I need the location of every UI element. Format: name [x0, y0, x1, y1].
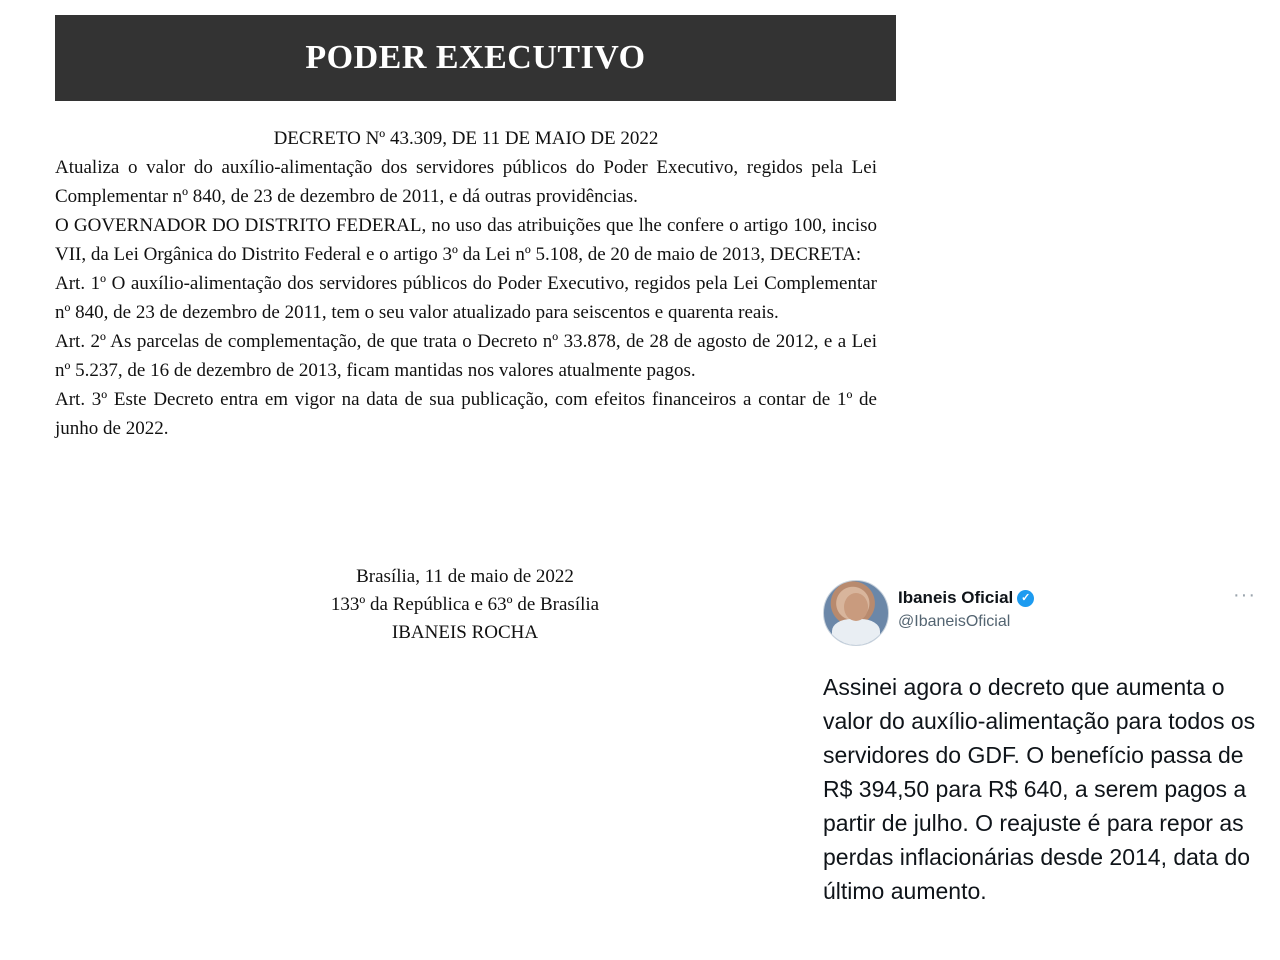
- decree-article-2: Art. 2º As parcelas de complementação, de que trata o Decreto nº 33.878, de 28 de agosto de 2012, e a Lei nº 5.237, de 16 de dezembro de 2013, ficam mantidas nos valores atualmente pagos.: [55, 331, 877, 381]
- tweet-author-name-label: Ibaneis Oficial: [898, 588, 1014, 607]
- more-options-icon[interactable]: ···: [1233, 584, 1256, 606]
- tweet-author-name[interactable]: [898, 588, 1034, 608]
- tweet-author-handle[interactable]: @IbaneisOficial: [898, 613, 1011, 630]
- header-bar: [55, 15, 896, 101]
- decree-article-3: Art. 3º Este Decreto entra em vigor na data de sua publicação, com efeitos financeiros a contar de 1º de junho de 2022.: [55, 389, 877, 439]
- decree-signer: IBANEIS ROCHA: [391, 622, 539, 643]
- decree-ementa: Atualiza o valor do auxílio-alimentação dos servidores públicos do Poder Executivo, regidos pela Lei Complementar nº 840, de 23 de dezembro de 2011, e dá outras providências.: [55, 157, 877, 207]
- decree-preamble: O GOVERNADOR DO DISTRITO FEDERAL, no uso das atribuições que lhe confere o artigo 100, inciso VII, da Lei Orgânica do Distrito Federal e o artigo 3º da Lei nº 5.108, de 20 de maio de 2013, DECRETA:: [55, 215, 877, 265]
- avatar[interactable]: [823, 580, 889, 646]
- decree-article-1: Art. 1º O auxílio-alimentação dos servidores públicos do Poder Executivo, regidos pela Lei Complementar nº 840, de 23 de dezembro de 2011, tem o seu valor atualizado para seiscentos e quarenta reais.: [55, 273, 877, 323]
- decree-document: [55, 124, 877, 443]
- header-title: PODER EXECUTIVO: [305, 39, 646, 76]
- verified-badge-icon: ✓: [1017, 590, 1034, 607]
- decree-heading: DECRETO Nº 43.309, DE 11 DE MAIO DE 2022: [273, 128, 659, 149]
- decree-republic-year: 133º da República e 63º de Brasília: [330, 594, 600, 615]
- decree-signature-block: [230, 563, 700, 647]
- tweet-text: Assinei agora o decreto que aumenta o valor do auxílio-alimentação para todos os servidores do GDF. O benefício passa de R$ 394,50 para R$ 640, a serem pagos a partir de julho. O reajuste é para repor as perdas inflacionárias desde 2014, data do último aumento.: [823, 674, 1256, 904]
- decree-place-date: Brasília, 11 de maio de 2022: [356, 566, 574, 587]
